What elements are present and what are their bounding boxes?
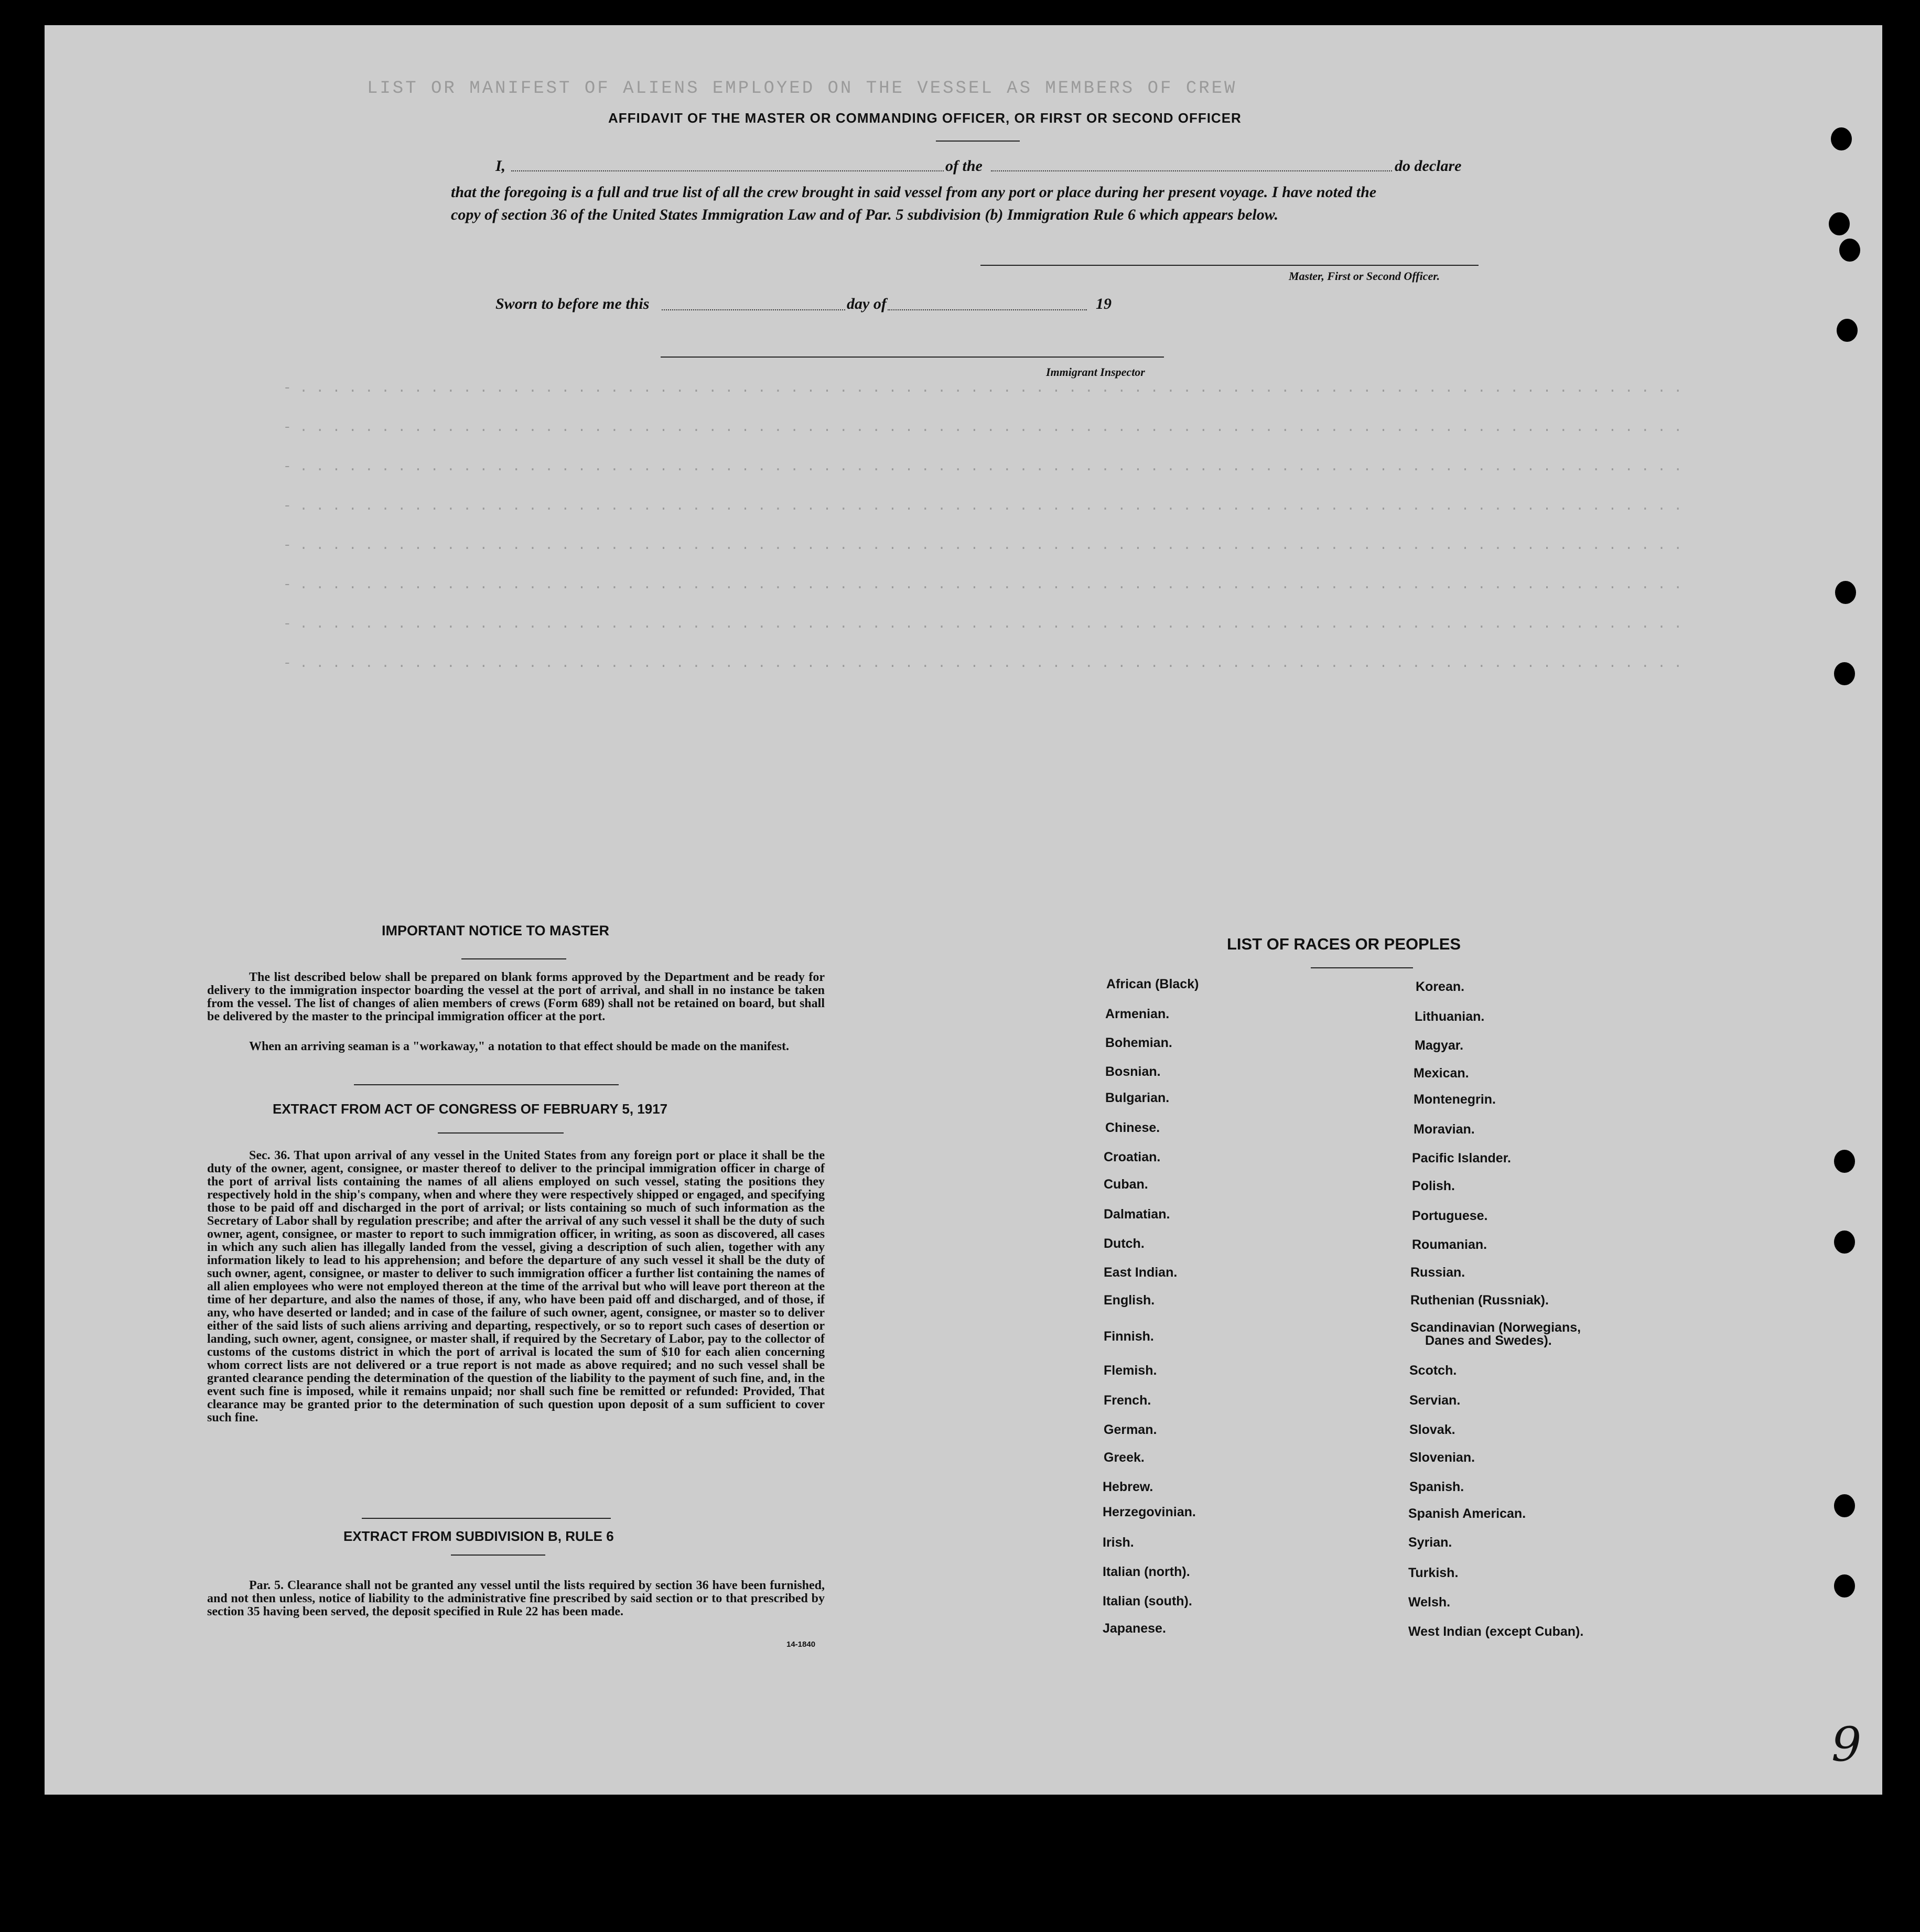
race-left: Finnish. <box>1104 1329 1154 1344</box>
race-left: Bosnian. <box>1105 1064 1161 1079</box>
race-right: Scotch. <box>1409 1363 1457 1378</box>
race-left: French. <box>1104 1393 1151 1408</box>
notice-underline <box>461 958 566 959</box>
affidavit-title: AFFIDAVIT OF THE MASTER OR COMMANDING OFFICER, OR FIRST OR SECOND OFFICER <box>608 110 1242 126</box>
day-of-text: day of <box>847 295 887 312</box>
races-title: LIST OF RACES OR PEOPLES <box>1227 935 1461 953</box>
race-right: Montenegrin. <box>1414 1092 1496 1107</box>
race-right: Spanish American. <box>1408 1506 1526 1521</box>
master-signature-label: Master, First or Second Officer. <box>1289 269 1440 283</box>
affidavit-of-the: of the <box>945 157 983 175</box>
bleed-through-row: - . . . . . . . . . . . . . . . . . . . . . . . . . . . . . . . . . . . . . . . . . . . . . . . . . . . . . . . . . . . . . . . . . . . . . . . . . . . . . . . . . . . . . <box>283 498 1682 514</box>
sworn-day-line <box>662 309 845 310</box>
race-right: Syrian. <box>1408 1535 1452 1550</box>
race-right: Lithuanian. <box>1415 1009 1485 1024</box>
race-right: Ruthenian (Russniak). <box>1410 1293 1549 1308</box>
race-left: Japanese. <box>1103 1621 1166 1636</box>
act-section-36: Sec. 36. That upon arrival of any vessel in the United States from any foreign port or place it shall be the duty of the owner, agent, consignee, or master thereof to deliver to the principal immigration officer in charge of the port of arrival lists containing the names of all aliens employed on such vessel, stating the positions they respectively hold in the ship's company, when and where they were respectively shipped or engaged, and specifying those to be paid off and discharged in the port of arrival; or lists containing so much of such information as the Secretary of Labor shall by regulation prescribe; and after the arrival of any such vessel it shall be the duty of such owner, agent, consignee, or master to report to such immigration officer, in writing, as soon as discovered, all cases in which any such alien has illegally landed from the vessel, giving a description of such alien, together with any information likely to lead to his apprehension; and before the departure of any such vessel it shall be the duty of such owner, agent, consignee, or master to deliver to such immigration officer a further list containing the names of all alien employees who were not employed thereon at the time of the arrival but who will leave port thereon at the time of her departure, and also the names of those, if any, who have been paid off and discharged, and of those, if any, who have deserted or landed; and in case of the failure of such owner, agent, consignee, or master so to deliver either of the said lists of such aliens arriving and departing, respectively, or so to report such cases of desertion or landing, such owner, agent, consignee, or master shall, if required by the Secretary of Labor, pay to the collector of customs of the customs district in which the port of arrival is located the sum of $10 for each alien concerning whom correct lists are not delivered or a true report is not made as above required; and no such vessel shall be granted clearance pending the determination of the question of the liability to the payment of such fine, and, in the event such fine is imposed, while it remains unpaid; nor shall such fine be remitted or refunded: Provided, That clearance may be granted prior to the determination of such question upon deposit of a sum sufficient to cover such fine. <box>207 1149 825 1424</box>
act-title-underline <box>438 1132 564 1134</box>
race-right: Roumanian. <box>1412 1237 1487 1252</box>
race-left: Armenian. <box>1105 1007 1170 1021</box>
race-left: Flemish. <box>1104 1363 1157 1378</box>
race-right: Scandinavian (Norwegians, <box>1410 1320 1581 1335</box>
year-text: 19 <box>1096 295 1112 312</box>
race-right: Spanish. <box>1409 1480 1464 1494</box>
notice-paragraph-2: When an arriving seaman is a "workaway," a notation to that effect should be made on the manifest. <box>249 1040 789 1053</box>
race-left: African (Black) <box>1106 977 1199 991</box>
race-left: Cuban. <box>1104 1177 1148 1192</box>
race-left: Italian (north). <box>1103 1564 1190 1579</box>
race-right: Danes and Swedes). <box>1425 1333 1552 1348</box>
sworn-text: Sworn to before me this <box>495 295 650 312</box>
bleed-through-row: - . . . . . . . . . . . . . . . . . . . . . . . . . . . . . . . . . . . . . . . . . . . . . . . . . . . . . . . . . . . . . . . . . . . . . . . . . . . . . . . . . . . . . <box>283 459 1682 474</box>
race-left: Croatian. <box>1104 1150 1161 1164</box>
master-signature-line <box>980 265 1479 266</box>
binder-hole <box>1835 581 1856 604</box>
binder-hole <box>1834 1231 1855 1254</box>
binder-hole <box>1834 1574 1855 1598</box>
rule-extract-title: EXTRACT FROM SUBDIVISION B, RULE 6 <box>343 1528 614 1544</box>
race-right: Turkish. <box>1408 1566 1459 1580</box>
race-left: Herzegovinian. <box>1103 1505 1196 1519</box>
sworn-month-line <box>888 309 1087 310</box>
bleed-through-row: - . . . . . . . . . . . . . . . . . . . . . . . . . . . . . . . . . . . . . . . . . . . . . . . . . . . . . . . . . . . . . . . . . . . . . . . . . . . . . . . . . . . . . <box>283 419 1682 435</box>
race-right: Russian. <box>1410 1265 1465 1280</box>
race-right: Korean. <box>1416 979 1465 994</box>
race-right: Slovenian. <box>1409 1450 1475 1465</box>
race-right: Portuguese. <box>1412 1208 1488 1223</box>
rule-paragraph: Par. 5. Clearance shall not be granted any vessel until the lists required by section 36 have been furnished, and not then unless, notice of liability to the administrative fine prescribed by said section or to that prescribed by section 35 having been served, the deposit specified in Rule 22 has been made. <box>207 1579 825 1618</box>
race-right: Magyar. <box>1415 1038 1464 1053</box>
race-right: West Indian (except Cuban). <box>1408 1624 1584 1639</box>
affidavit-statement-2: copy of section 36 of the United States Immigration Law and of Par. 5 subdivision (b) Immigration Rule 6 which appears below. <box>451 206 1279 223</box>
race-right: Mexican. <box>1414 1066 1469 1081</box>
notice-title: IMPORTANT NOTICE TO MASTER <box>382 923 609 938</box>
race-left: Greek. <box>1104 1450 1145 1465</box>
race-left: German. <box>1104 1422 1157 1437</box>
notice-paragraph-1: The list described below shall be prepared on blank forms approved by the Department and be ready for delivery to the immigration inspector boarding the vessel at the port of arrival, and shall in no instance be taken from the vessel. The list of changes of alien members of crews (Form 689) shall not be retained on board, but shall be delivered by the master to the principal immigration officer at the port. <box>207 970 825 1023</box>
name-line <box>511 170 944 171</box>
binder-hole <box>1839 239 1860 262</box>
race-right: Welsh. <box>1408 1595 1451 1610</box>
binder-hole <box>1834 1150 1855 1173</box>
races-underline <box>1311 967 1413 968</box>
affidavit-declare: do declare <box>1395 157 1462 175</box>
race-right: Pacific Islander. <box>1412 1151 1511 1165</box>
bleed-through-row: - . . . . . . . . . . . . . . . . . . . . . . . . . . . . . . . . . . . . . . . . . . . . . . . . . . . . . . . . . . . . . . . . . . . . . . . . . . . . . . . . . . . . . <box>283 655 1682 671</box>
binder-hole <box>1834 1494 1855 1517</box>
binder-hole <box>1834 662 1855 685</box>
affidavit-statement-1: that the foregoing is a full and true list of all the crew brought in said vessel from any port or place during her present voyage. I have noted the <box>451 184 1377 201</box>
bleed-through-row: - . . . . . . . . . . . . . . . . . . . . . . . . . . . . . . . . . . . . . . . . . . . . . . . . . . . . . . . . . . . . . . . . . . . . . . . . . . . . . . . . . . . . . <box>283 537 1682 553</box>
bleed-through-row: - . . . . . . . . . . . . . . . . . . . . . . . . . . . . . . . . . . . . . . . . . . . . . . . . . . . . . . . . . . . . . . . . . . . . . . . . . . . . . . . . . . . . . <box>283 577 1682 592</box>
race-left: Dutch. <box>1104 1236 1145 1251</box>
bleed-through-row: - . . . . . . . . . . . . . . . . . . . . . . . . . . . . . . . . . . . . . . . . . . . . . . . . . . . . . . . . . . . . . . . . . . . . . . . . . . . . . . . . . . . . . <box>283 380 1682 396</box>
binder-hole <box>1837 319 1858 342</box>
vessel-line <box>991 170 1392 171</box>
document-page <box>45 25 1882 1795</box>
race-left: Bulgarian. <box>1105 1091 1170 1105</box>
affidavit-i: I, <box>495 157 506 175</box>
race-right: Slovak. <box>1409 1422 1455 1437</box>
race-left: East Indian. <box>1104 1265 1178 1280</box>
race-right: Servian. <box>1409 1393 1461 1408</box>
race-left: Dalmatian. <box>1104 1207 1170 1222</box>
binder-hole <box>1831 127 1852 150</box>
title-underline <box>936 141 1020 142</box>
section-divider <box>354 1084 619 1085</box>
race-left: Hebrew. <box>1103 1480 1153 1494</box>
race-left: Bohemian. <box>1105 1035 1172 1050</box>
race-left: Italian (south). <box>1103 1594 1192 1609</box>
handwritten-page-number: 9 <box>1831 1717 1862 1772</box>
bleed-through-text: LIST OR MANIFEST OF ALIENS EMPLOYED ON THE VESSEL AS MEMBERS OF CREW <box>367 79 1237 99</box>
race-left: English. <box>1104 1293 1155 1308</box>
section-divider <box>362 1518 611 1519</box>
race-right: Polish. <box>1412 1179 1455 1193</box>
form-number: 14-1840 <box>786 1640 816 1649</box>
race-left: Chinese. <box>1105 1120 1160 1135</box>
inspector-signature-line <box>661 357 1164 358</box>
binder-hole <box>1829 212 1850 235</box>
race-right: Moravian. <box>1414 1122 1475 1137</box>
bleed-through-row: - . . . . . . . . . . . . . . . . . . . . . . . . . . . . . . . . . . . . . . . . . . . . . . . . . . . . . . . . . . . . . . . . . . . . . . . . . . . . . . . . . . . . . <box>283 616 1682 632</box>
rule-title-underline <box>451 1555 545 1556</box>
race-left: Irish. <box>1103 1535 1134 1550</box>
inspector-signature-label: Immigrant Inspector <box>1046 365 1145 379</box>
act-extract-title: EXTRACT FROM ACT OF CONGRESS OF FEBRUARY 5, 1917 <box>273 1101 668 1117</box>
